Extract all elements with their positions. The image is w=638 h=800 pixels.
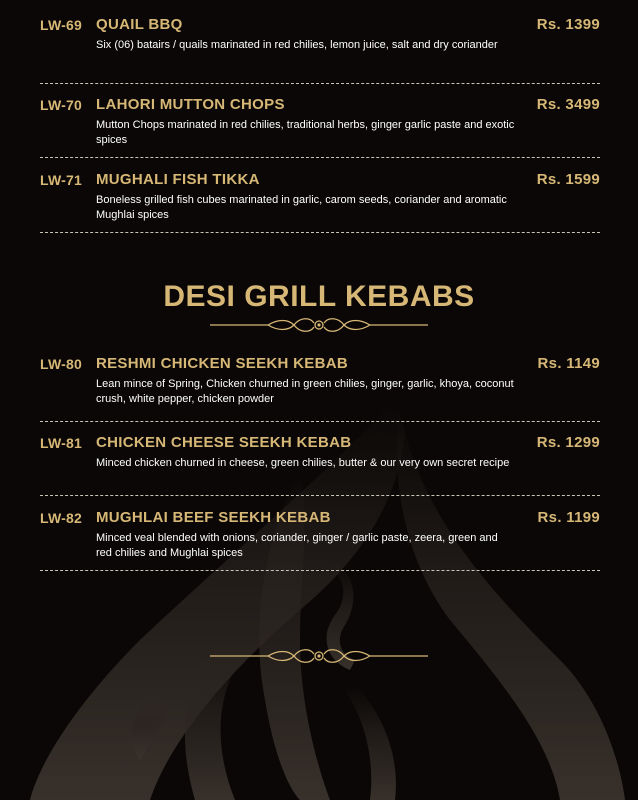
item-code: LW-69 xyxy=(40,17,82,33)
item-code: LW-81 xyxy=(40,435,82,451)
dashed-separator xyxy=(40,232,600,233)
item-code: LW-70 xyxy=(40,97,82,113)
item-code: LW-82 xyxy=(40,510,82,526)
item-price: Rs. 1199 xyxy=(537,509,600,526)
dashed-separator xyxy=(40,495,600,496)
item-description: Minced chicken churned in cheese, green chilies, butter & our very own secret recipe xyxy=(96,457,510,469)
item-name: MUGHALI FISH TIKKA xyxy=(96,171,260,188)
item-price: Rs. 1299 xyxy=(536,434,600,451)
item-description: Boneless grilled fish cubes marinated in garlic, carom seeds, coriander and aromatic Mughlai spices xyxy=(96,194,507,221)
dashed-separator xyxy=(40,83,600,84)
item-code: LW-71 xyxy=(40,172,82,188)
item-description: Minced veal blended with onions, coriander, ginger / garlic paste, zeera, green and red chilies and Mughlai spices xyxy=(96,532,498,559)
item-price: Rs. 1399 xyxy=(536,16,600,33)
item-name: LAHORI MUTTON CHOPS xyxy=(96,96,285,113)
item-name: CHICKEN CHEESE SEEKH KEBAB xyxy=(96,434,352,451)
ornamental-divider-icon xyxy=(208,315,430,335)
section-title: DESI GRILL KEBABS xyxy=(163,280,475,313)
item-name: QUAIL BBQ xyxy=(96,16,183,33)
item-code: LW-80 xyxy=(40,356,82,372)
ornamental-divider-icon xyxy=(208,646,430,666)
item-price: Rs. 1149 xyxy=(537,355,600,372)
dashed-separator xyxy=(40,157,600,158)
dashed-separator xyxy=(40,421,600,422)
item-description: Mutton Chops marinated in red chilies, traditional herbs, ginger garlic paste and exotic spices xyxy=(96,119,515,146)
item-description: Lean mince of Spring, Chicken churned in green chilies, ginger, garlic, khoya, coconut crush, white pepper, chicken powder xyxy=(96,378,514,405)
item-price: Rs. 1599 xyxy=(536,171,600,188)
item-price: Rs. 3499 xyxy=(536,96,600,113)
item-name: MUGHLAI BEEF SEEKH KEBAB xyxy=(96,509,331,526)
dashed-separator xyxy=(40,570,600,571)
item-name: RESHMI CHICKEN SEEKH KEBAB xyxy=(96,355,348,372)
item-description: Six (06) batairs / quails marinated in red chilies, lemon juice, salt and dry coriander xyxy=(96,39,498,51)
